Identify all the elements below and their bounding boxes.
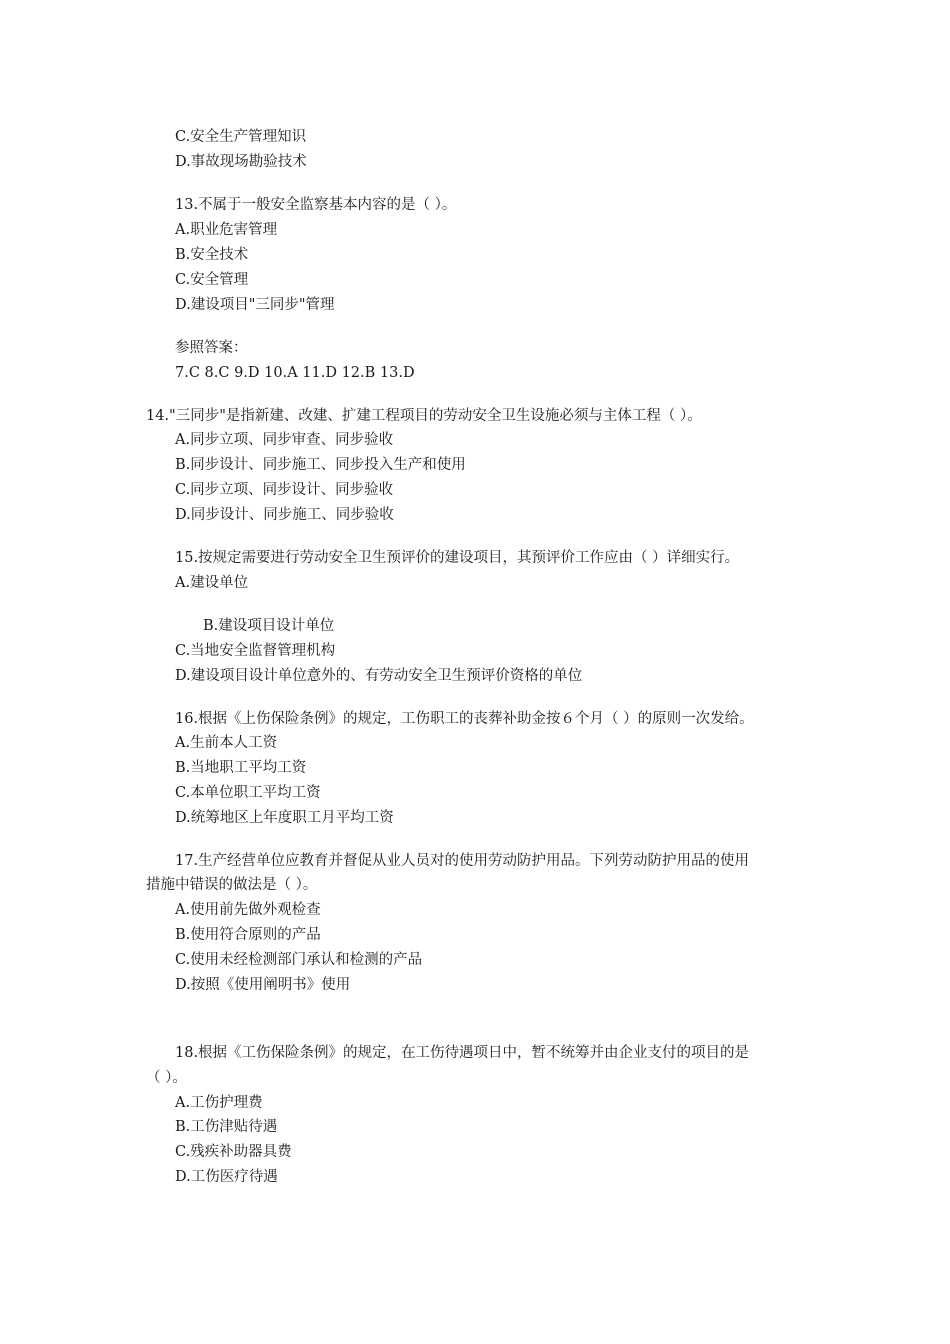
q17-stem-line2: 措施中错误的做法是（ ）。 bbox=[146, 877, 318, 893]
q15-option-c: C.当地安全监督管理机构 bbox=[175, 643, 336, 659]
q14-option-a: A.同步立项、同步审查、同步验收 bbox=[175, 432, 394, 448]
answers-values: 7.C 8.C 9.D 10.A 11.D 12.B 13.D bbox=[175, 365, 415, 381]
q13-stem: 13.不属于一般安全监察基本内容的是（ ）。 bbox=[175, 197, 457, 213]
q17-option-a: A.使用前先做外观检查 bbox=[175, 902, 321, 918]
q16-option-c: C.本单位职工平均工资 bbox=[175, 785, 321, 801]
q15-option-b: B.建设项目设计单位 bbox=[203, 618, 335, 634]
q13-option-c: C.安全管理 bbox=[175, 272, 249, 288]
q16-stem: 16.根据《上伤保险条例》的规定，工伤职工的丧葬补助金按６个月（ ）的原则一次发给。 bbox=[175, 711, 754, 727]
q13-option-b: B.安全技术 bbox=[175, 247, 249, 263]
q18-option-a: A.工伤护理费 bbox=[175, 1095, 263, 1111]
q14-option-d: D.同步设计、同步施工、同步验收 bbox=[175, 507, 394, 523]
q17-stem-line1: 17.生产经营单位应教育并督促从业人员对的使用劳动防护用品。下列劳动防护用品的使用 bbox=[175, 853, 750, 869]
q18-option-b: B.工伤津贴待遇 bbox=[175, 1119, 278, 1135]
q14-option-c: C.同步立项、同步设计、同步验收 bbox=[175, 482, 394, 498]
q13-option-a: A.职业危害管理 bbox=[175, 222, 278, 238]
q15-option-a: A.建设单位 bbox=[175, 575, 249, 591]
q17-option-d: D.按照《使用阐明书》使用 bbox=[175, 977, 351, 993]
q18-option-c: C.残疾补助器具费 bbox=[175, 1144, 292, 1160]
q16-option-b: B.当地职工平均工资 bbox=[175, 760, 307, 776]
q17-option-b: B.使用符合原则的产品 bbox=[175, 927, 321, 943]
q12-option-d: D.事故现场勘验技术 bbox=[175, 154, 307, 170]
q13-option-d: D.建设项目"三同步"管理 bbox=[175, 297, 335, 313]
q16-option-d: D.统筹地区上年度职工月平均工资 bbox=[175, 810, 394, 826]
q16-option-a: A.生前本人工资 bbox=[175, 735, 278, 751]
q18-stem-line1: 18.根据《工伤保险条例》的规定，在工伤待遇项日中，暂不统筹并由企业支付的项目的是 bbox=[175, 1045, 750, 1061]
q15-option-d: D.建设项目设计单位意外的、有劳动安全卫生预评价资格的单位 bbox=[175, 668, 583, 684]
q15-stem: 15.按规定需要进行劳动安全卫生预评价的建设项目，其预评价工作应由（ ）详细实行。 bbox=[175, 550, 740, 566]
q14-stem: 14."三同步"是指新建、改建、扩建工程项目的劳动安全卫生设施必须与主体工程（ ）。 bbox=[146, 408, 702, 424]
answers-label: 参照答案： bbox=[175, 340, 248, 356]
q18-stem-line2: （ ）。 bbox=[146, 1070, 187, 1086]
q14-option-b: B.同步设计、同步施工、同步投入生产和使用 bbox=[175, 457, 466, 473]
q17-option-c: C.使用未经检测部门承认和检测的产品 bbox=[175, 952, 423, 968]
q18-option-d: D.工伤医疗待遇 bbox=[175, 1169, 278, 1185]
q12-option-c: C.安全生产管理知识 bbox=[175, 129, 307, 145]
